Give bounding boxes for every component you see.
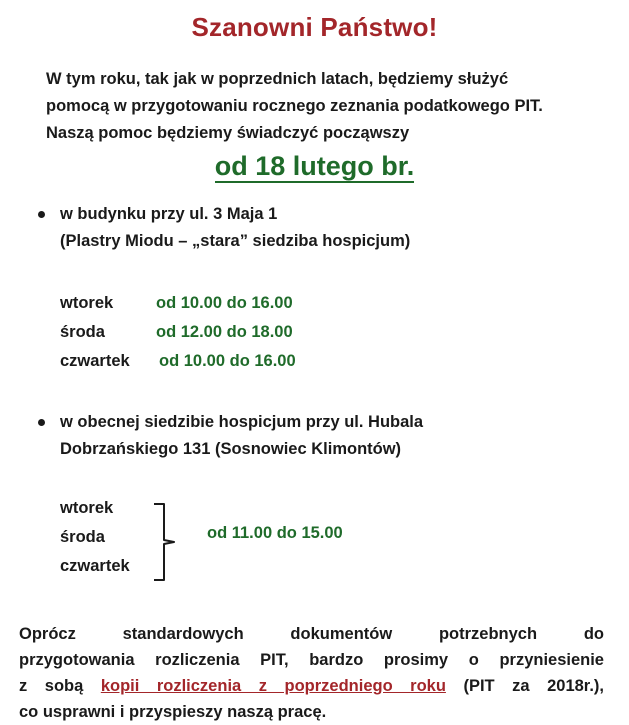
schedule-hours: od 12.00 do 18.00 xyxy=(156,323,293,341)
schedule-row xyxy=(60,494,400,523)
footer-line-3 xyxy=(19,673,604,699)
highlighted-request: kopii rozliczenia z poprzedniego roku xyxy=(100,677,446,695)
schedule-hours: od 10.00 do 16.00 xyxy=(156,294,293,312)
start-date-text: od 18 lutego br. xyxy=(214,151,415,181)
schedule-row xyxy=(60,318,360,347)
location-2 xyxy=(60,409,423,463)
schedule-row xyxy=(60,552,400,581)
curly-bracket-icon xyxy=(150,502,180,582)
intro-line-2: pomocą w przygotowaniu rocznego zeznania podatkowego PIT. xyxy=(46,97,543,115)
footer-line-4: co usprawni i przyspieszy naszą pracę. xyxy=(19,703,327,721)
schedule-hours: od 10.00 do 16.00 xyxy=(159,352,296,370)
footer-paragraph xyxy=(19,621,604,725)
location-2-hours: od 11.00 do 15.00 xyxy=(207,524,343,542)
schedule-day: wtorek xyxy=(60,499,114,517)
bullet-icon xyxy=(38,419,45,426)
schedule-day: wtorek xyxy=(60,294,114,312)
schedule-day: środa xyxy=(60,323,105,341)
location-1-address: w budynku przy ul. 3 Maja 1 xyxy=(60,205,278,223)
schedule-day: czwartek xyxy=(60,557,130,575)
footer-line-3-post: (PIT za 2018r.), xyxy=(445,677,604,695)
location-2-note: Dobrzańskiego 131 (Sosnowiec Klimontów) xyxy=(60,440,402,458)
footer-line-1: Oprócz standardowych dokumentów potrzebnych do xyxy=(19,625,604,643)
footer-line-2: przygotowania rozliczenia PIT, bardzo prosimy o przyniesienie xyxy=(19,651,604,669)
schedule-day: czwartek xyxy=(60,352,130,370)
location-1 xyxy=(60,201,410,255)
location-2-address: w obecnej siedzibie hospicjum przy ul. Hubala xyxy=(60,413,424,431)
schedule-day: środa xyxy=(60,528,105,546)
location-1-schedule xyxy=(60,289,360,376)
schedule-row xyxy=(60,289,360,318)
start-date-heading xyxy=(0,151,629,182)
intro-line-3: Naszą pomoc będziemy świadczyć począwszy xyxy=(46,124,410,142)
schedule-row xyxy=(60,347,360,376)
footer-line-3-pre: z sobą xyxy=(19,677,101,695)
intro-line-1: W tym roku, tak jak w poprzednich latach, będziemy służyć xyxy=(46,70,509,88)
page-title: Szanowni Państwo! xyxy=(191,12,438,42)
bullet-icon xyxy=(38,211,45,218)
location-1-note: (Plastry Miodu – „stara” siedziba hospicjum) xyxy=(60,232,411,250)
intro-paragraph xyxy=(46,66,616,147)
